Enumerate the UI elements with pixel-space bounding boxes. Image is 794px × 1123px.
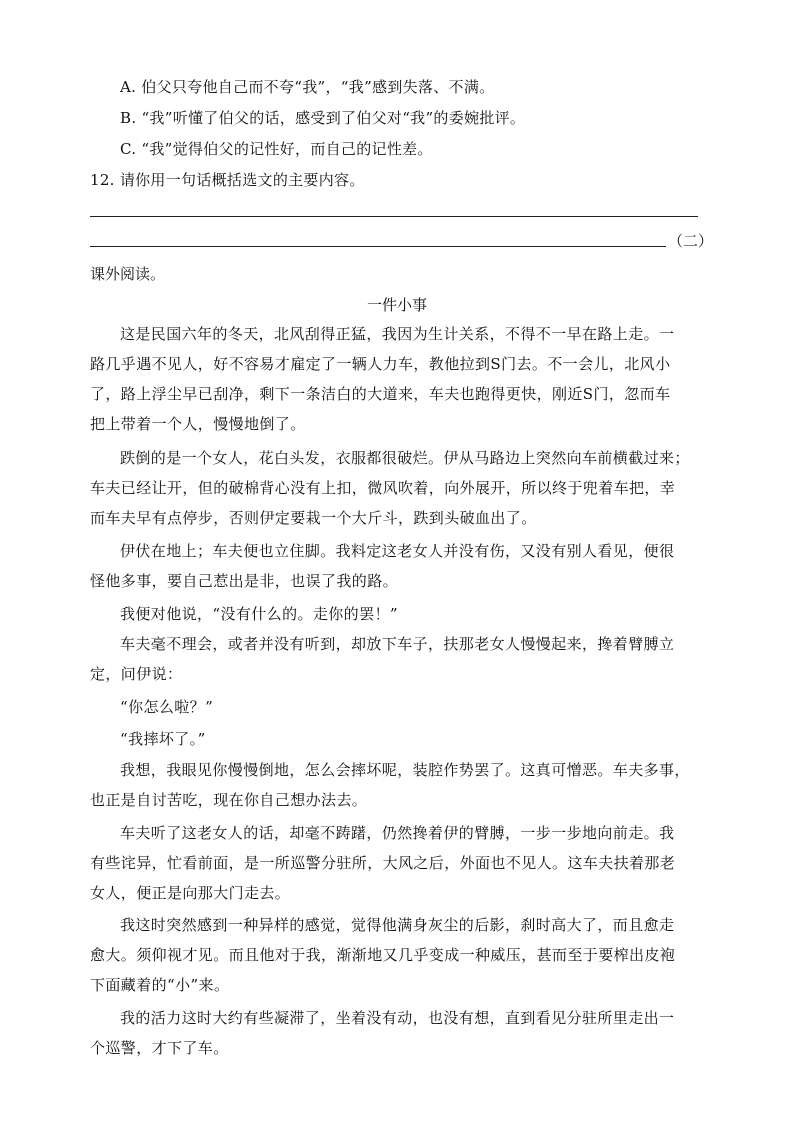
paragraph-4 <box>90 604 710 634</box>
paragraph-line: 女人，便正是向那大门走去。 <box>90 884 291 902</box>
paragraph-line: “你怎么啦？” <box>120 698 214 716</box>
paragraph-line: 我的活力这时大约有些凝滞了，坐着没有动，也没有想，直到看见分驻所里走出一 <box>120 1009 675 1027</box>
paragraph-line: 把上带着一个人，慢慢地倒了。 <box>90 415 306 433</box>
paragraph-line: 下面藏着的“小”来。 <box>90 976 230 994</box>
paragraph-line: 车夫听了这老女人的话，却毫不踌躇，仍然搀着伊的臂膊，一步一步地向前走。我 <box>120 824 675 842</box>
answer-line-2 <box>90 246 666 247</box>
option-a: A. 伯父只夸他自己而不夸“我”，“我”感到失落、不满。 <box>120 78 495 96</box>
paragraph-line: 我想，我眼见你慢慢倒地，怎么会摔坏呢，装腔作势罢了。这真可憎恶。车夫多事， <box>120 761 690 779</box>
paragraph-8 <box>90 760 710 820</box>
paragraph-line: 而车夫早有点停步，否则伊定要栽一个大斤斗，跌到头破血出了。 <box>90 509 537 527</box>
paragraph-line: 伊伏在地上；车夫便也立住脚。我料定这老女人并没有伤，又没有别人看见，便很 <box>120 542 675 560</box>
paragraph-6 <box>90 697 710 727</box>
paragraph-7 <box>90 729 710 759</box>
paragraph-line: 这是民国六年的冬天，北风刮得正猛，我因为生计关系，不得不一早在路上走。一 <box>120 325 675 343</box>
option-b: B. “我”听懂了伯父的话，感受到了伯父对“我”的委婉批评。 <box>120 109 526 127</box>
paragraph-line: 了，路上浮尘早已刮净，剩下一条洁白的大道来，车夫也跑得更快，刚近S门，忽而车 <box>90 385 671 403</box>
paragraph-line: 我便对他说，“没有什么的。走你的罢！” <box>120 605 398 623</box>
paragraph-5 <box>90 634 710 694</box>
paragraph-11 <box>90 1008 710 1068</box>
paragraph-line: 车夫已经让开，但的破棉背心没有上扣，微风吹着，向外展开，所以终于兜着车把，幸 <box>90 479 676 497</box>
paragraph-line: 车夫毫不理会，或者并没有听到，却放下车子，扶那老女人慢慢起来，搀着臂膊立 <box>120 635 675 653</box>
story-title: 一件小事 <box>366 296 427 314</box>
paragraph-line: 跌倒的是一个女人，花白头发，衣服都很破烂。伊从马路边上突然向车前横截过来； <box>120 449 690 467</box>
paragraph-line: 个巡警，才下了车。 <box>90 1039 229 1057</box>
paragraph-1 <box>90 324 710 444</box>
paragraph-line: “我摔坏了。” <box>120 730 206 748</box>
paragraph-line: 有些诧异，忙看前面，是一所巡警分驻所，大风之后，外面也不见人。这车夫扶着那老 <box>90 854 676 872</box>
section-2-label-cont: 课外阅读。 <box>90 265 166 283</box>
paragraph-9 <box>90 823 710 913</box>
paragraph-2 <box>90 448 710 538</box>
paragraph-10 <box>90 915 710 1005</box>
option-c: C. “我”觉得伯父的记性好，而自己的记性差。 <box>120 140 433 158</box>
question-12: 12. 请你用一句话概括选文的主要内容。 <box>90 171 365 189</box>
answer-line-1 <box>90 216 698 217</box>
paragraph-line: 也正是自讨苦吃，现在你自己想办法去。 <box>90 791 368 809</box>
section-2-label: （二） <box>668 232 714 250</box>
paragraph-line: 怪他多事，要自己惹出是非，也误了我的路。 <box>90 572 399 590</box>
paragraph-line: 愈大。须仰视才见。而且他对于我，渐渐地又几乎变成一种威压，甚而至于要榨出皮袍 <box>90 946 676 964</box>
paragraph-line: 我这时突然感到一种异样的感觉，觉得他满身灰尘的后影，刹时高大了，而且愈走 <box>120 916 675 934</box>
paragraph-3 <box>90 541 710 601</box>
paragraph-line: 定，问伊说： <box>90 665 183 683</box>
paragraph-line: 路几乎遇不见人，好不容易才雇定了一辆人力车，教他拉到S门去。不一会儿，北风小 <box>90 355 671 373</box>
